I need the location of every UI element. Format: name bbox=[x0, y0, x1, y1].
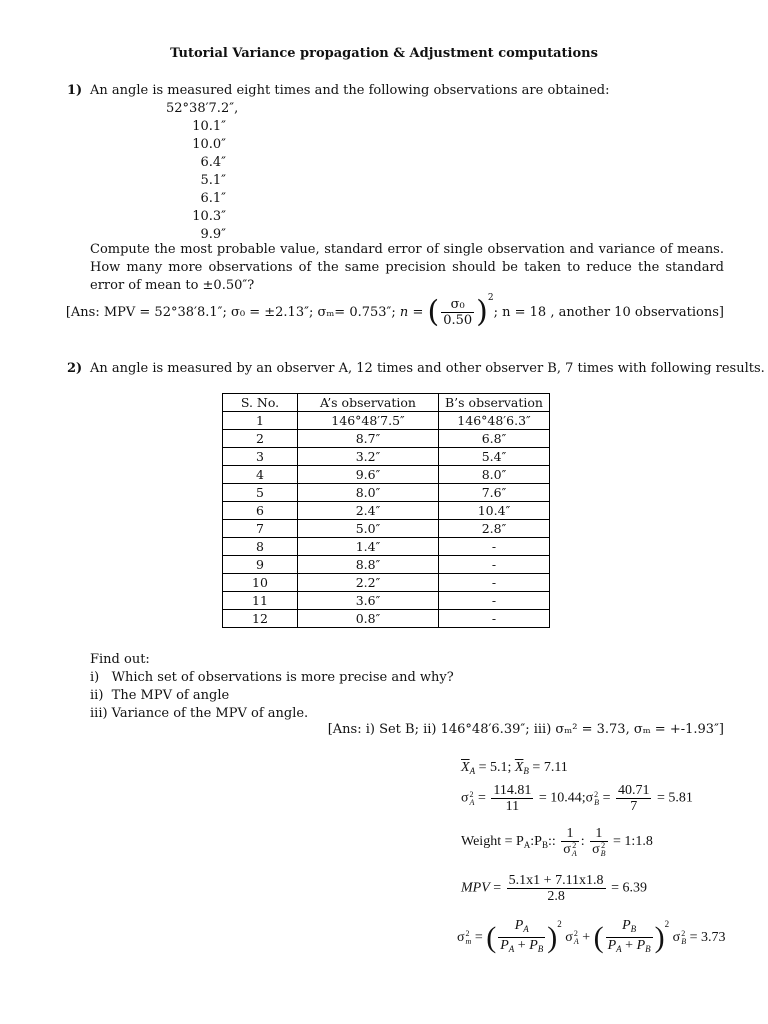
cell-b: 5.4″ bbox=[439, 448, 550, 466]
question-2-answer: [Ans: i) Set B; ii) 146°48′6.39″; iii) σₘ² = 3.73, σₘ = +-1.93″] bbox=[327, 722, 724, 737]
var-a-fraction bbox=[491, 783, 533, 814]
weight-b: B bbox=[541, 840, 548, 851]
question-1-text: Compute the most probable value, standard error of single observation and variance of means. How many more observations of the same precision should be taken to reduce the standard error of mean to ±0.50″? bbox=[90, 242, 724, 293]
question-1-number: 1) bbox=[67, 83, 83, 98]
mpv-den: 2.8 bbox=[547, 889, 565, 904]
cell-sno: 12 bbox=[223, 610, 298, 628]
cell-a: 5.0″ bbox=[298, 520, 439, 538]
answer-1-n: n bbox=[399, 305, 409, 320]
cell-a: 1.4″ bbox=[298, 538, 439, 556]
weight-frac-b-num: 1 bbox=[590, 826, 607, 842]
cell-sno: 6 bbox=[223, 502, 298, 520]
weight-dcolon: :: bbox=[547, 834, 556, 850]
header-a: A’s observation bbox=[298, 394, 439, 412]
table-row bbox=[223, 448, 550, 466]
cell-a: 3.2″ bbox=[298, 448, 439, 466]
mean-b-symbol: $\overline{X}$ bbox=[514, 760, 524, 775]
cell-sno: 4 bbox=[223, 466, 298, 484]
mean-a-value: = 5.1; bbox=[475, 760, 515, 775]
weight-label: Weight = P bbox=[461, 834, 524, 850]
mean-a-sub: A bbox=[469, 766, 476, 776]
solution-variances: σ 2 A = $\frac{114.81}{11}$ = 10.44;σ 2 B = $\frac{40.71}{7}$ = 5.81 bbox=[461, 783, 693, 814]
mpv-num: 5.1x1 + 7.11x1.8 bbox=[508, 873, 604, 888]
observation-5: 5.1″ bbox=[200, 173, 226, 188]
weight-a: A bbox=[523, 840, 531, 851]
mean-b-value: = 7.11 bbox=[528, 760, 568, 775]
solution-mpv: MPV = $\frac{5.1x1 + 7.11x1.8}{2.8}$ = 6.39 bbox=[461, 873, 647, 904]
cell-a: 2.4″ bbox=[298, 502, 439, 520]
varm-frac-a: $\frac{P_A}{P_A + P_B}$ bbox=[500, 918, 544, 955]
varm-frac-a-num: P bbox=[514, 918, 524, 934]
answer-1-eq: = bbox=[412, 305, 424, 320]
var-b-fraction bbox=[616, 783, 652, 814]
varm-frac-b: $\frac{P_B}{P_A + P_B}$ bbox=[607, 918, 651, 955]
table-row bbox=[223, 412, 550, 430]
table-row bbox=[223, 484, 550, 502]
cell-sno: 3 bbox=[223, 448, 298, 466]
question-2-number: 2) bbox=[67, 361, 83, 376]
cell-sno: 1 bbox=[223, 412, 298, 430]
cell-sno: 2 bbox=[223, 430, 298, 448]
table-header-row bbox=[223, 394, 550, 412]
mpv-label: MPV bbox=[461, 880, 490, 896]
observations-table bbox=[222, 393, 550, 628]
table-row bbox=[223, 430, 550, 448]
cell-b: 10.4″ bbox=[439, 502, 550, 520]
cell-b: - bbox=[439, 574, 550, 592]
cell-b: - bbox=[439, 538, 550, 556]
observation-2: 10.1″ bbox=[192, 119, 226, 134]
cell-b: 146°48′6.3″ bbox=[439, 412, 550, 430]
answer-1-fraction bbox=[441, 297, 474, 328]
question-1-answer: [Ans: MPV = 52°38′8.1″; σ₀ = ±2.13″; σₘ= 0.753″; n = ( $\frac{\text{σ₀}}{0.50}$ )$^2$; n = 18 , another 10 observations] bbox=[65, 293, 724, 330]
solution-weight: Weight = $P_A:P_B$:: 1 σ 2 A : 1 σ 2 B = 1:1.8 bbox=[461, 826, 653, 858]
document-title: Tutorial Variance propagation & Adjustment computations bbox=[170, 46, 598, 61]
cell-b: - bbox=[439, 556, 550, 574]
observation-6: 6.1″ bbox=[200, 191, 226, 206]
cell-a: 0.8″ bbox=[298, 610, 439, 628]
cell-a: 2.2″ bbox=[298, 574, 439, 592]
answer-1-prefix: [Ans: MPV = 52°38′8.1″; σ₀ = ±2.13″; σₘ= 0.753″; bbox=[65, 305, 400, 320]
table-row bbox=[223, 556, 550, 574]
answer-1-frac-den: 0.50 bbox=[443, 313, 473, 328]
cell-sno: 10 bbox=[223, 574, 298, 592]
question-1-intro: An angle is measured eight times and the following observations are obtained: bbox=[90, 83, 610, 98]
solution-means bbox=[461, 759, 568, 778]
solution-variance-mpv: σ 2 m = ( $\frac{P_A}{P_A + P_B}$ )$^2$ σ 2 A + ( $\frac{P_B}{P_A + P_B}$ )$^2$ σ 2 B = 3.73 bbox=[457, 918, 725, 957]
cell-sno: 5 bbox=[223, 484, 298, 502]
header-b: B’s observation bbox=[439, 394, 550, 412]
header-sno: S. No. bbox=[223, 394, 298, 412]
answer-1-suffix: ; n = 18 , another 10 observations] bbox=[493, 305, 724, 320]
cell-a: 3.6″ bbox=[298, 592, 439, 610]
weight-frac-a: 1 σ 2 A bbox=[563, 826, 577, 858]
task-1: i) Which set of observations is more precise and why? bbox=[90, 670, 454, 685]
cell-b: 7.6″ bbox=[439, 484, 550, 502]
find-out-label: Find out: bbox=[90, 652, 150, 667]
var-b-den: 7 bbox=[630, 799, 638, 814]
mean-a-symbol: $\overline{X}$ bbox=[461, 760, 470, 775]
observation-1: 52°38′7.2″, bbox=[166, 101, 239, 116]
weight-frac-a-num: 1 bbox=[561, 826, 578, 842]
cell-b: 6.8″ bbox=[439, 430, 550, 448]
cell-b: 8.0″ bbox=[439, 466, 550, 484]
weight-frac-b: 1 σ 2 B bbox=[592, 826, 606, 858]
weight-colon: :P bbox=[530, 834, 542, 850]
cell-sno: 11 bbox=[223, 592, 298, 610]
varm-frac-b-num: P bbox=[622, 918, 631, 934]
cell-b: - bbox=[439, 592, 550, 610]
task-2: ii) The MPV of angle bbox=[90, 688, 230, 703]
observation-7: 10.3″ bbox=[192, 209, 226, 224]
cell-sno: 8 bbox=[223, 538, 298, 556]
var-a-den: 11 bbox=[505, 799, 520, 814]
cell-a: 8.0″ bbox=[298, 484, 439, 502]
cell-sno: 9 bbox=[223, 556, 298, 574]
mpv-value: = 6.39 bbox=[611, 880, 647, 896]
table-row bbox=[223, 592, 550, 610]
table-row bbox=[223, 610, 550, 628]
table-row bbox=[223, 502, 550, 520]
varm-value: = 3.73 bbox=[689, 930, 726, 945]
table-row bbox=[223, 538, 550, 556]
answer-1-exp: 2 bbox=[487, 293, 494, 303]
var-a-value: = 10.44; bbox=[538, 790, 586, 806]
observation-8: 9.9″ bbox=[200, 227, 226, 242]
weight-value: = 1:1.8 bbox=[613, 834, 653, 850]
table-row bbox=[223, 520, 550, 538]
task-3: iii) Variance of the MPV of angle. bbox=[90, 706, 309, 721]
var-b-value: = 5.81 bbox=[656, 790, 693, 806]
cell-a: 146°48′7.5″ bbox=[298, 412, 439, 430]
cell-a: 8.8″ bbox=[298, 556, 439, 574]
question-2-intro: An angle is measured by an observer A, 12 times and other observer B, 7 times with following results. bbox=[90, 361, 765, 376]
mpv-fraction bbox=[507, 873, 606, 904]
var-a-num: 114.81 bbox=[493, 783, 532, 798]
cell-b: - bbox=[439, 610, 550, 628]
cell-a: 9.6″ bbox=[298, 466, 439, 484]
cell-sno: 7 bbox=[223, 520, 298, 538]
mean-b-sub: B bbox=[523, 766, 529, 776]
table-row bbox=[223, 466, 550, 484]
observation-4: 6.4″ bbox=[200, 155, 226, 170]
observation-3: 10.0″ bbox=[192, 137, 226, 152]
var-b-num: 40.71 bbox=[617, 783, 650, 798]
answer-1-frac-num: σ₀ bbox=[441, 297, 474, 313]
cell-b: 2.8″ bbox=[439, 520, 550, 538]
cell-a: 8.7″ bbox=[298, 430, 439, 448]
table-row bbox=[223, 574, 550, 592]
